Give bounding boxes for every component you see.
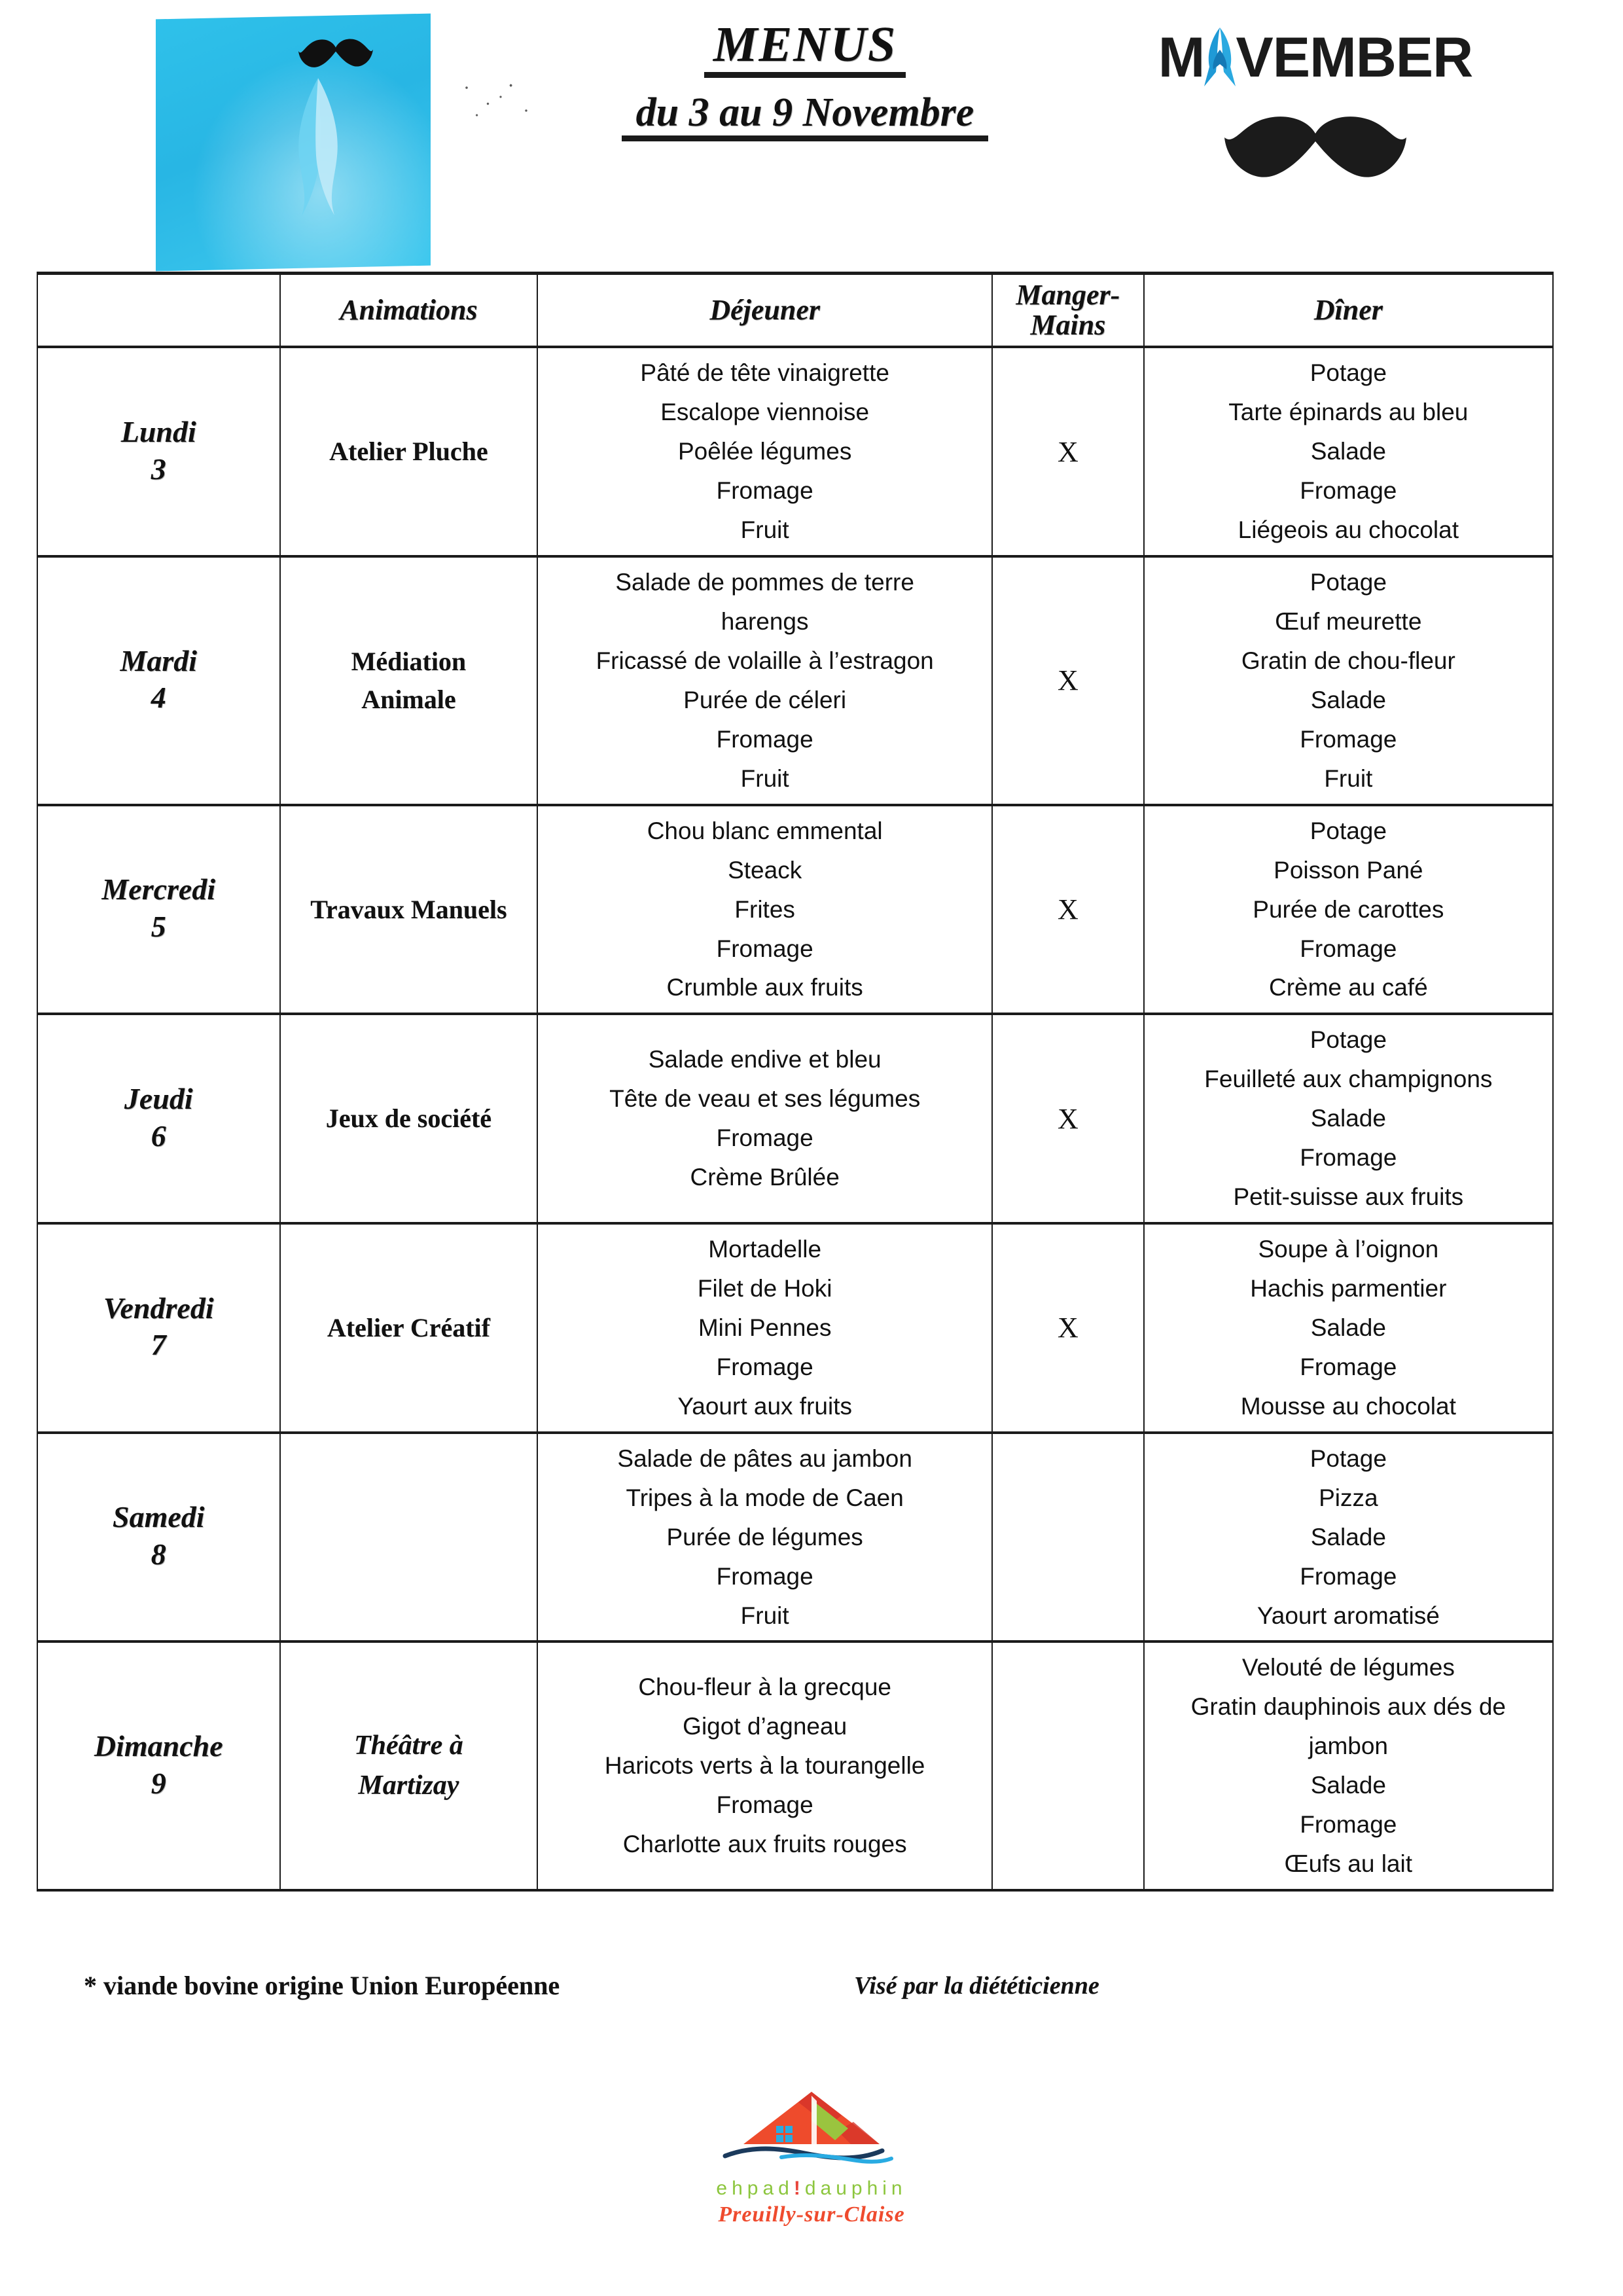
table-row bbox=[37, 1014, 1553, 1223]
dish-item: Fruit bbox=[740, 516, 789, 544]
lunch-dish-list bbox=[542, 1439, 988, 1636]
dish-item: Fruit bbox=[740, 764, 789, 792]
table-row bbox=[37, 347, 1553, 556]
animation-cell bbox=[280, 805, 538, 1014]
header-cell-finger-food bbox=[992, 274, 1144, 348]
dinner-dish-list bbox=[1149, 1230, 1548, 1426]
weekly-menu-table bbox=[37, 272, 1554, 1892]
ehpad-dauphin-logo bbox=[674, 2088, 949, 2227]
dish-item: Pizza bbox=[1319, 1484, 1378, 1511]
dish-item: Salade de pâtes au jambon bbox=[617, 1444, 912, 1472]
movember-wordmark bbox=[1113, 26, 1518, 89]
lunch-dish-list bbox=[542, 1668, 988, 1864]
day-number: 6 bbox=[151, 1119, 166, 1153]
page-title-block bbox=[576, 17, 1034, 141]
dish-item: Chou blanc emmental bbox=[647, 817, 883, 844]
finger-food-mark: X bbox=[1057, 1102, 1079, 1135]
finger-food-cell bbox=[992, 1014, 1144, 1223]
finger-food-cell bbox=[992, 1641, 1144, 1890]
animation-label: Théâtre à Martizay bbox=[354, 1731, 463, 1801]
dish-item: Salade bbox=[1310, 686, 1386, 713]
ehpad-logo-name-right: dauphin bbox=[804, 2178, 907, 2199]
lunch-cell bbox=[537, 805, 992, 1014]
day-number: 8 bbox=[151, 1537, 166, 1571]
lunch-cell bbox=[537, 1223, 992, 1433]
table-row bbox=[37, 1433, 1553, 1642]
day-cell bbox=[37, 1641, 280, 1890]
dish-item: Yaourt aux fruits bbox=[677, 1392, 852, 1420]
dish-item: Potage bbox=[1310, 569, 1387, 596]
animation-label: Atelier Pluche bbox=[329, 437, 488, 467]
dish-item: Mousse au chocolat bbox=[1240, 1392, 1456, 1420]
dish-item: Gigot d’agneau bbox=[683, 1713, 847, 1740]
dish-item: Fromage bbox=[1300, 935, 1397, 962]
dish-item: Frites bbox=[734, 895, 795, 923]
dinner-dish-list bbox=[1149, 1020, 1548, 1217]
finger-food-cell bbox=[992, 1223, 1144, 1433]
dinner-dish-list bbox=[1149, 1648, 1548, 1884]
animation-label: Jeux de société bbox=[325, 1103, 492, 1134]
header-row bbox=[37, 274, 1553, 348]
ehpad-logo-bang: ! bbox=[793, 2178, 805, 2199]
table-row bbox=[37, 805, 1553, 1014]
header-label-lunch: Déjeuner bbox=[709, 294, 820, 327]
animation-cell bbox=[280, 1014, 538, 1223]
dinner-cell bbox=[1144, 1641, 1553, 1890]
header-label-dinner: Dîner bbox=[1313, 294, 1383, 327]
awareness-ribbon-icon bbox=[282, 71, 354, 223]
finger-food-cell bbox=[992, 805, 1144, 1014]
header-cell-day bbox=[37, 274, 280, 348]
ehpad-logo-town: Preuilly-sur-Claise bbox=[718, 2202, 905, 2227]
dish-item: Fromage bbox=[716, 1353, 813, 1380]
dish-item: Tripes à la mode de Caen bbox=[626, 1484, 904, 1511]
dish-item: Potage bbox=[1310, 1026, 1387, 1054]
lunch-cell bbox=[537, 556, 992, 805]
lunch-dish-list bbox=[542, 1230, 988, 1426]
lunch-dish-list bbox=[542, 1040, 988, 1197]
day-name: Samedi bbox=[112, 1500, 205, 1534]
dish-item: Salade bbox=[1310, 1772, 1386, 1799]
dish-item: Purée de légumes bbox=[666, 1523, 863, 1551]
dish-item: Salade bbox=[1310, 438, 1386, 465]
header-cell-animations bbox=[280, 274, 538, 348]
dish-item: Hachis parmentier bbox=[1250, 1275, 1447, 1302]
table-row bbox=[37, 1223, 1553, 1433]
finger-food-cell bbox=[992, 347, 1144, 556]
dish-item: Salade bbox=[1310, 1314, 1386, 1341]
lunch-dish-list bbox=[542, 563, 988, 798]
dish-item: Gratin dauphinois aux dés de jambon bbox=[1190, 1693, 1506, 1760]
day-cell bbox=[37, 1014, 280, 1223]
day-name: Dimanche bbox=[94, 1729, 223, 1763]
dish-item: Fromage bbox=[1300, 1811, 1397, 1839]
day-cell bbox=[37, 1223, 280, 1433]
lunch-cell bbox=[537, 1014, 992, 1223]
table-row bbox=[37, 1641, 1553, 1890]
dish-item: Salade bbox=[1310, 1105, 1386, 1132]
dish-item: Potage bbox=[1310, 1444, 1387, 1472]
dish-item: Petit-suisse aux fruits bbox=[1233, 1183, 1464, 1211]
table-header bbox=[37, 274, 1553, 348]
dish-item: Fromage bbox=[716, 1562, 813, 1590]
dish-item: Œufs au lait bbox=[1284, 1850, 1413, 1878]
dish-item: Pâté de tête vinaigrette bbox=[640, 359, 889, 387]
dish-item: Potage bbox=[1310, 359, 1387, 387]
dish-item: Mortadelle bbox=[708, 1236, 822, 1263]
dinner-dish-list bbox=[1149, 353, 1548, 550]
dish-item: Crème au café bbox=[1268, 974, 1428, 1001]
dish-item: Fromage bbox=[1300, 725, 1397, 753]
dish-item: Œuf meurette bbox=[1275, 608, 1422, 635]
lunch-dish-list bbox=[542, 353, 988, 550]
dinner-cell bbox=[1144, 1223, 1553, 1433]
dish-item: Fromage bbox=[1300, 477, 1397, 505]
dish-item: Haricots verts à la tourangelle bbox=[604, 1752, 925, 1780]
header-cell-lunch bbox=[537, 274, 992, 348]
movember-photo bbox=[156, 14, 431, 272]
dish-item: Fromage bbox=[716, 725, 813, 753]
dish-item: Crème Brûlée bbox=[690, 1164, 840, 1191]
dish-item: Fruit bbox=[1324, 764, 1373, 792]
day-number: 4 bbox=[151, 681, 166, 715]
menu-table-wrapper bbox=[37, 272, 1554, 1892]
day-cell bbox=[37, 1433, 280, 1642]
dinner-dish-list bbox=[1149, 812, 1548, 1008]
dish-item: Mini Pennes bbox=[698, 1314, 832, 1341]
ehpad-logo-name-left: ehpad bbox=[716, 2178, 794, 2199]
movember-moustache-icon bbox=[1214, 111, 1417, 187]
animation-cell bbox=[280, 1641, 538, 1890]
dish-item: Fromage bbox=[1300, 1144, 1397, 1172]
movember-letters-rest: VEMBER bbox=[1236, 26, 1473, 89]
dish-item: Salade bbox=[1310, 1523, 1386, 1551]
lunch-cell bbox=[537, 347, 992, 556]
finger-food-mark: X bbox=[1057, 435, 1079, 468]
dish-item: Charlotte aux fruits rouges bbox=[622, 1831, 907, 1858]
dish-item: Velouté de légumes bbox=[1241, 1654, 1455, 1681]
finger-food-mark: X bbox=[1057, 893, 1079, 926]
ehpad-logo-name bbox=[674, 2178, 949, 2200]
dietitian-approval-note: Visé par la diététicienne bbox=[854, 1972, 1099, 2000]
dish-item: Fruit bbox=[740, 1602, 789, 1629]
dish-item: Tête de veau et ses légumes bbox=[609, 1085, 921, 1113]
movember-letter-m: M bbox=[1158, 26, 1205, 89]
page-header bbox=[0, 0, 1623, 262]
dish-item: Chou-fleur à la grecque bbox=[638, 1674, 891, 1701]
lunch-cell bbox=[537, 1433, 992, 1642]
finger-food-cell bbox=[992, 556, 1144, 805]
dinner-dish-list bbox=[1149, 1439, 1548, 1636]
day-number: 5 bbox=[151, 910, 166, 944]
dish-item: Potage bbox=[1310, 817, 1387, 844]
dish-item: Poêlée légumes bbox=[677, 438, 852, 465]
dinner-cell bbox=[1144, 1014, 1553, 1223]
table-body bbox=[37, 347, 1553, 1890]
animation-cell bbox=[280, 1223, 538, 1433]
house-and-waves-icon bbox=[713, 2088, 910, 2176]
movember-logo bbox=[1113, 26, 1518, 187]
animation-cell bbox=[280, 1433, 538, 1642]
dish-item: harengs bbox=[721, 608, 809, 635]
animation-label: Travaux Manuels bbox=[310, 894, 507, 924]
dish-item: Fromage bbox=[1300, 1562, 1397, 1590]
dish-item: Fricassé de volaille à l’estragon bbox=[596, 647, 934, 674]
dinner-cell bbox=[1144, 1433, 1553, 1642]
dish-item: Tarte épinards au bleu bbox=[1228, 399, 1469, 426]
page-title: MENUS bbox=[704, 20, 906, 78]
dish-item: Soupe à l’oignon bbox=[1258, 1236, 1439, 1263]
animation-cell bbox=[280, 347, 538, 556]
dish-item: Escalope viennoise bbox=[660, 399, 870, 426]
day-name: Mercredi bbox=[101, 872, 216, 906]
day-number: 3 bbox=[151, 452, 166, 486]
dish-item: Purée de carottes bbox=[1253, 895, 1444, 923]
dinner-cell bbox=[1144, 556, 1553, 805]
dish-item: Salade endive et bleu bbox=[648, 1046, 882, 1073]
dish-item: Salade de pommes de terre bbox=[615, 569, 914, 596]
dish-item: Filet de Hoki bbox=[697, 1275, 832, 1302]
header-cell-dinner bbox=[1144, 274, 1553, 348]
finger-food-cell bbox=[992, 1433, 1144, 1642]
day-name: Jeudi bbox=[124, 1081, 193, 1115]
dinner-cell bbox=[1144, 347, 1553, 556]
dinner-cell bbox=[1144, 805, 1553, 1014]
day-name: Lundi bbox=[120, 414, 196, 448]
moustache-icon bbox=[293, 35, 378, 73]
animation-cell bbox=[280, 556, 538, 805]
footer-notes bbox=[0, 1970, 1623, 2009]
dish-item: Feuilleté aux champignons bbox=[1204, 1066, 1493, 1093]
day-name: Vendredi bbox=[103, 1291, 214, 1325]
page-subtitle: du 3 au 9 Novembre bbox=[622, 92, 989, 141]
finger-food-mark: X bbox=[1057, 1312, 1079, 1344]
dish-item: Steack bbox=[728, 856, 802, 884]
animation-label: Atelier Créatif bbox=[327, 1312, 490, 1342]
dish-item: Fromage bbox=[1300, 1353, 1397, 1380]
dish-item: Fromage bbox=[716, 935, 813, 962]
dish-item: Liégeois au chocolat bbox=[1238, 516, 1459, 544]
dish-item: Yaourt aromatisé bbox=[1257, 1602, 1440, 1629]
dish-item: Poisson Pané bbox=[1274, 856, 1423, 884]
lunch-dish-list bbox=[542, 812, 988, 1008]
scan-speckle bbox=[458, 79, 543, 124]
day-name: Mardi bbox=[120, 643, 198, 677]
day-cell bbox=[37, 347, 280, 556]
dish-item: Fromage bbox=[716, 1124, 813, 1152]
day-cell bbox=[37, 805, 280, 1014]
dish-item: Gratin de chou-fleur bbox=[1241, 647, 1455, 674]
beef-origin-note: * viande bovine origine Union Européenne bbox=[84, 1971, 560, 2000]
day-number: 9 bbox=[151, 1766, 166, 1800]
dish-item: Fromage bbox=[716, 477, 813, 505]
table-row bbox=[37, 556, 1553, 805]
dish-item: Fromage bbox=[716, 1791, 813, 1819]
day-number: 7 bbox=[151, 1328, 166, 1362]
dish-item: Purée de céleri bbox=[683, 686, 847, 713]
dish-item: Crumble aux fruits bbox=[666, 974, 863, 1001]
header-label-animations: Animations bbox=[340, 294, 478, 327]
dinner-dish-list bbox=[1149, 563, 1548, 798]
blue-ribbon-icon bbox=[1203, 26, 1237, 89]
finger-food-mark: X bbox=[1057, 664, 1079, 697]
header-label-finger-food: Manger-Mains bbox=[1016, 279, 1120, 342]
day-cell bbox=[37, 556, 280, 805]
lunch-cell bbox=[537, 1641, 992, 1890]
animation-label: Médiation Animale bbox=[351, 646, 467, 714]
